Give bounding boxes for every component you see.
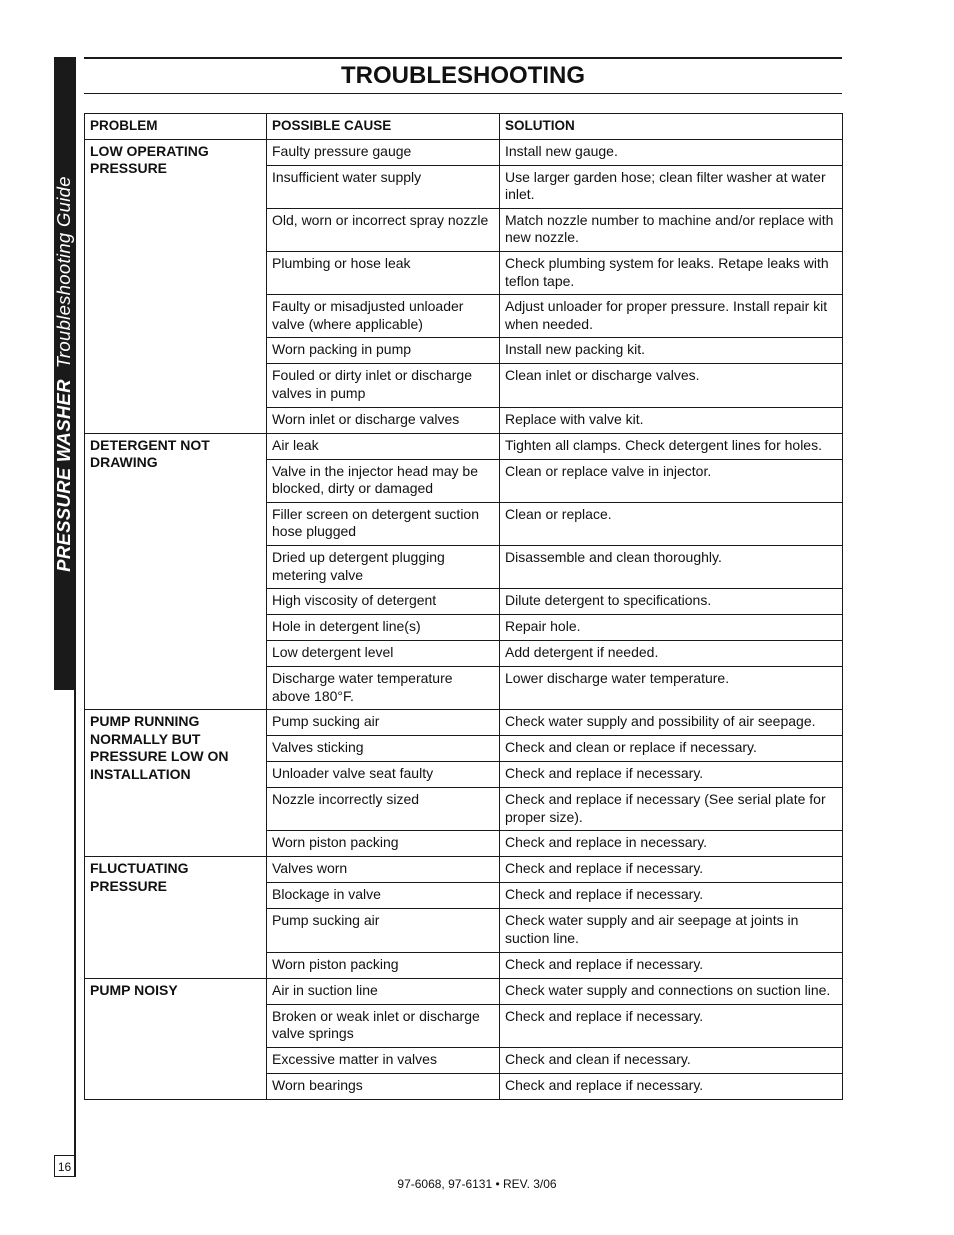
- cause-cell: Worn piston packing: [267, 831, 500, 857]
- solution-cell: Install new packing kit.: [500, 338, 843, 364]
- cause-cell: Dried up detergent plugging metering valve: [267, 545, 500, 588]
- problem-cell: FLUCTUATING PRESSURE: [85, 857, 267, 978]
- cause-cell: Faulty pressure gauge: [267, 139, 500, 165]
- title-rule-top: [84, 57, 842, 59]
- cause-cell: Valves sticking: [267, 736, 500, 762]
- cause-cell: Insufficient water supply: [267, 165, 500, 208]
- solution-cell: Check plumbing system for leaks. Retape leaks with teflon tape.: [500, 251, 843, 294]
- cause-cell: Hole in detergent line(s): [267, 615, 500, 641]
- solution-cell: Disassemble and clean thoroughly.: [500, 545, 843, 588]
- solution-cell: Check and replace if necessary (See serial plate for proper size).: [500, 788, 843, 831]
- header-cause: POSSIBLE CAUSE: [267, 114, 500, 140]
- solution-cell: Check and replace if necessary.: [500, 1004, 843, 1047]
- solution-cell: Tighten all clamps. Check detergent lines for holes.: [500, 433, 843, 459]
- cause-cell: Excessive matter in valves: [267, 1047, 500, 1073]
- cause-cell: Blockage in valve: [267, 883, 500, 909]
- solution-cell: Check and clean or replace if necessary.: [500, 736, 843, 762]
- header-problem: PROBLEM: [85, 114, 267, 140]
- problem-cell: DETERGENT NOT DRAWING: [85, 433, 267, 710]
- cause-cell: Air in suction line: [267, 978, 500, 1004]
- solution-cell: Use larger garden hose; clean filter washer at water inlet.: [500, 165, 843, 208]
- problem-cell: PUMP RUNNING NORMALLY BUT PRESSURE LOW ON INSTALLATION: [85, 710, 267, 857]
- cause-cell: Plumbing or hose leak: [267, 251, 500, 294]
- solution-cell: Clean inlet or discharge valves.: [500, 364, 843, 407]
- solution-cell: Check water supply and connections on suction line.: [500, 978, 843, 1004]
- cause-cell: Discharge water temperature above 180°F.: [267, 667, 500, 710]
- page-title: TROUBLESHOOTING: [341, 62, 585, 89]
- footer-doc-number: 97-6068, 97-6131 • REV. 3/06: [397, 1177, 557, 1191]
- solution-cell: Adjust unloader for proper pressure. Install repair kit when needed.: [500, 295, 843, 338]
- table-row: [85, 978, 843, 1004]
- title-rule-bottom: [84, 93, 842, 94]
- solution-cell: Check and replace if necessary.: [500, 857, 843, 883]
- solution-cell: Repair hole.: [500, 615, 843, 641]
- solution-cell: Check and replace if necessary.: [500, 883, 843, 909]
- solution-cell: Replace with valve kit.: [500, 407, 843, 433]
- table-body: [85, 139, 843, 1099]
- table-row: [85, 857, 843, 883]
- cause-cell: Filler screen on detergent suction hose plugged: [267, 502, 500, 545]
- cause-cell: Old, worn or incorrect spray nozzle: [267, 208, 500, 251]
- cause-cell: Pump sucking air: [267, 909, 500, 952]
- cause-cell: Faulty or misadjusted unloader valve (where applicable): [267, 295, 500, 338]
- solution-cell: Dilute detergent to specifications.: [500, 589, 843, 615]
- solution-cell: Check and clean if necessary.: [500, 1047, 843, 1073]
- cause-cell: Air leak: [267, 433, 500, 459]
- solution-cell: Check and replace if necessary.: [500, 762, 843, 788]
- solution-cell: Add detergent if needed.: [500, 641, 843, 667]
- solution-cell: Install new gauge.: [500, 139, 843, 165]
- cause-cell: Valve in the injector head may be blocked, dirty or damaged: [267, 459, 500, 502]
- cause-cell: Worn bearings: [267, 1073, 500, 1099]
- cause-cell: Worn piston packing: [267, 952, 500, 978]
- solution-cell: Lower discharge water temperature.: [500, 667, 843, 710]
- cause-cell: Nozzle incorrectly sized: [267, 788, 500, 831]
- cause-cell: Worn inlet or discharge valves: [267, 407, 500, 433]
- cause-cell: Valves worn: [267, 857, 500, 883]
- table-row: [85, 139, 843, 165]
- table-row: [85, 710, 843, 736]
- cause-cell: Fouled or dirty inlet or discharge valves in pump: [267, 364, 500, 407]
- sidebar-title: [53, 176, 75, 572]
- solution-cell: Check and replace in necessary.: [500, 831, 843, 857]
- solution-cell: Match nozzle number to machine and/or replace with new nozzle.: [500, 208, 843, 251]
- solution-cell: Check and replace if necessary.: [500, 1073, 843, 1099]
- page-number: 16: [54, 1155, 74, 1177]
- solution-cell: Clean or replace.: [500, 502, 843, 545]
- solution-cell: Clean or replace valve in injector.: [500, 459, 843, 502]
- problem-cell: LOW OPERATING PRESSURE: [85, 139, 267, 433]
- cause-cell: High viscosity of detergent: [267, 589, 500, 615]
- troubleshooting-table: [84, 113, 843, 1100]
- solution-cell: Check water supply and air seepage at joints in suction line.: [500, 909, 843, 952]
- solution-cell: Check water supply and possibility of air seepage.: [500, 710, 843, 736]
- cause-cell: Low detergent level: [267, 641, 500, 667]
- table-row: [85, 433, 843, 459]
- cause-cell: Pump sucking air: [267, 710, 500, 736]
- cause-cell: Unloader valve seat faulty: [267, 762, 500, 788]
- cause-cell: Worn packing in pump: [267, 338, 500, 364]
- cause-cell: Broken or weak inlet or discharge valve springs: [267, 1004, 500, 1047]
- sidebar-title-bold: PRESSURE WASHER: [53, 379, 74, 572]
- solution-cell: Check and replace if necessary.: [500, 952, 843, 978]
- table-header-row: [85, 114, 843, 140]
- sidebar-title-light: Troubleshooting Guide: [53, 176, 74, 369]
- problem-cell: PUMP NOISY: [85, 978, 267, 1099]
- header-solution: SOLUTION: [500, 114, 843, 140]
